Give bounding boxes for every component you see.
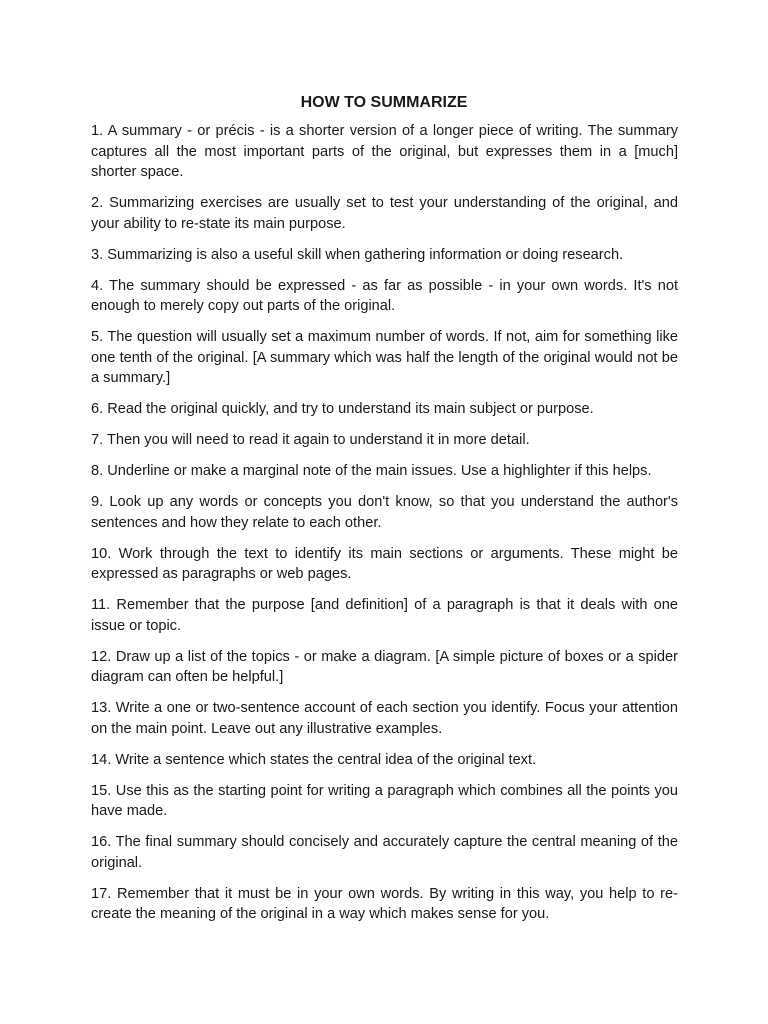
instruction-item: 12. Draw up a list of the topics - or make a diagram. [A simple picture of boxes or a spider diagram can often be helpful.] xyxy=(91,648,678,685)
instruction-item: 15. Use this as the starting point for writing a paragraph which combines all the points you have made. xyxy=(91,782,678,819)
instruction-item: 11. Remember that the purpose [and definition] of a paragraph is that it deals with one issue or topic. xyxy=(91,597,678,634)
instruction-item: 6. Read the original quickly, and try to understand its main subject or purpose. xyxy=(91,401,594,417)
instruction-item: 14. Write a sentence which states the central idea of the original text. xyxy=(91,751,537,768)
instruction-item: 13. Write a one or two-sentence account of each section you identify. Focus your attention on the main point. Leave out any illustrative examples. xyxy=(91,700,678,737)
instruction-list xyxy=(0,121,678,925)
instruction-item: 9. Look up any words or concepts you don't know, so that you understand the author's sentences and how they relate to each other. xyxy=(91,494,678,531)
page-title: HOW TO SUMMARIZE xyxy=(300,94,468,111)
instruction-item: 2. Summarizing exercises are usually set to test your understanding of the original, and your ability to re-state its main purpose. xyxy=(91,195,678,232)
instruction-item: 8. Underline or make a marginal note of the main issues. Use a highlighter if this helps. xyxy=(91,463,652,479)
instruction-item: 10. Work through the text to identify its main sections or arguments. These might be expressed as paragraphs or web pages. xyxy=(91,545,678,582)
instruction-item: 4. The summary should be expressed - as far as possible - in your own words. It's not enough to merely copy out parts of the original. xyxy=(91,277,678,314)
instruction-item: 1. A summary - or précis - is a shorter version of a longer piece of writing. The summary captures all the most important parts of the original, but expresses them in a [much] shorter space. xyxy=(91,123,678,180)
instruction-item: 7. Then you will need to read it again to understand it in more detail. xyxy=(91,432,530,448)
instruction-item: 16. The final summary should concisely and accurately capture the central meaning of the original. xyxy=(91,834,678,871)
instruction-item: 5. The question will usually set a maximum number of words. If not, aim for something like one tenth of the original. [A summary which was half the length of the original would not be a summary.] xyxy=(91,329,678,386)
instruction-item: 17. Remember that it must be in your own words. By writing in this way, you help to re-create the meaning of the original in a way which makes sense for you. xyxy=(91,885,678,922)
instruction-item: 3. Summarizing is also a useful skill when gathering information or doing research. xyxy=(91,246,624,263)
